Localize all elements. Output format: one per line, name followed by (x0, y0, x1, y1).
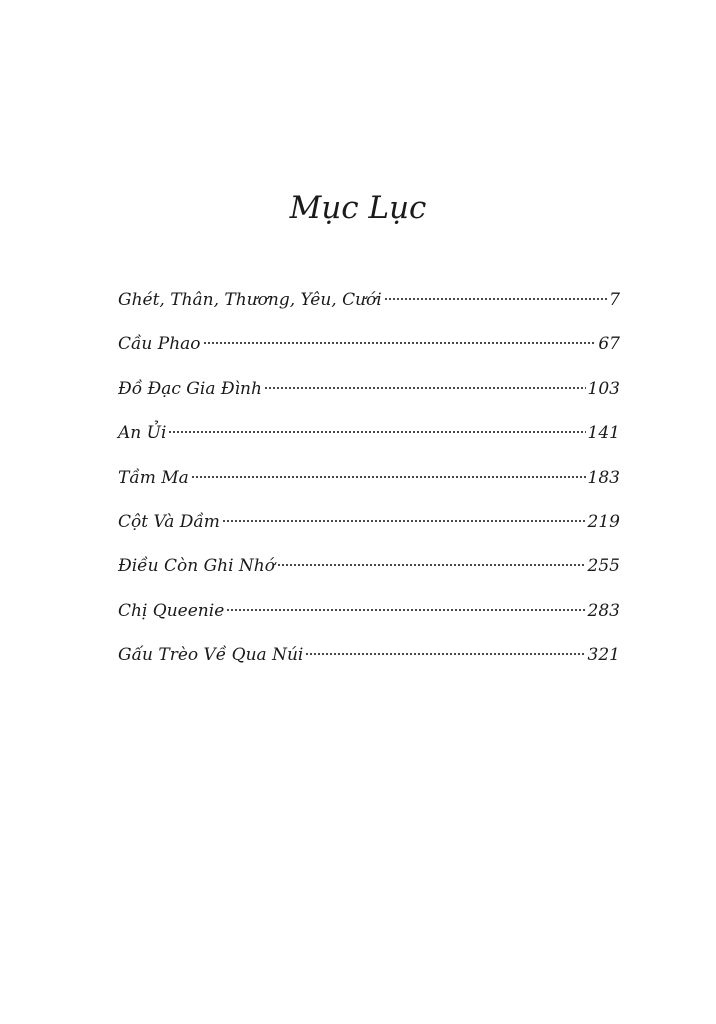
page-title: Mục Lục (289, 190, 427, 226)
page-number: 321 (587, 645, 620, 666)
entry-title: Điều Còn Ghi Nhớ (118, 556, 275, 577)
toc-entry[interactable] (118, 286, 620, 330)
dot-leader (203, 341, 597, 345)
toc-entry[interactable] (118, 375, 620, 419)
page-number: 103 (587, 378, 620, 399)
page-number: 183 (587, 467, 620, 488)
toc-entry[interactable] (118, 464, 620, 508)
toc-entry[interactable] (118, 419, 620, 463)
dot-leader (264, 386, 586, 390)
entry-title: Tầm Ma (118, 467, 189, 488)
dot-leader (384, 297, 607, 301)
dot-leader (222, 519, 586, 523)
page-number: 283 (587, 600, 620, 621)
dot-leader (277, 563, 586, 567)
entry-title: Cột Và Dầm (118, 511, 220, 532)
toc-entry[interactable] (118, 597, 620, 641)
dot-leader (226, 608, 585, 612)
entry-title: An Ủi (118, 423, 167, 444)
page-number: 7 (609, 290, 620, 310)
dot-leader (191, 475, 586, 479)
entry-title: Ghét, Thân, Thương, Yêu, Cưới (118, 290, 382, 310)
toc-entry[interactable] (118, 552, 620, 596)
toc-entry[interactable] (118, 508, 620, 552)
page-number: 141 (587, 423, 620, 444)
page-number: 255 (587, 556, 620, 577)
table-of-contents (118, 286, 620, 686)
entry-title: Chị Queenie (118, 600, 225, 621)
entry-title: Đồ Đạc Gia Đình (118, 378, 262, 399)
toc-entry[interactable] (118, 641, 620, 685)
entry-title: Gấu Trèo Về Qua Núi (118, 645, 304, 666)
page-number: 67 (598, 334, 620, 355)
entry-title: Cầu Phao (118, 334, 201, 355)
page-number: 219 (587, 511, 620, 532)
toc-entry[interactable] (118, 330, 620, 374)
dot-leader (168, 430, 585, 434)
dot-leader (305, 652, 585, 656)
